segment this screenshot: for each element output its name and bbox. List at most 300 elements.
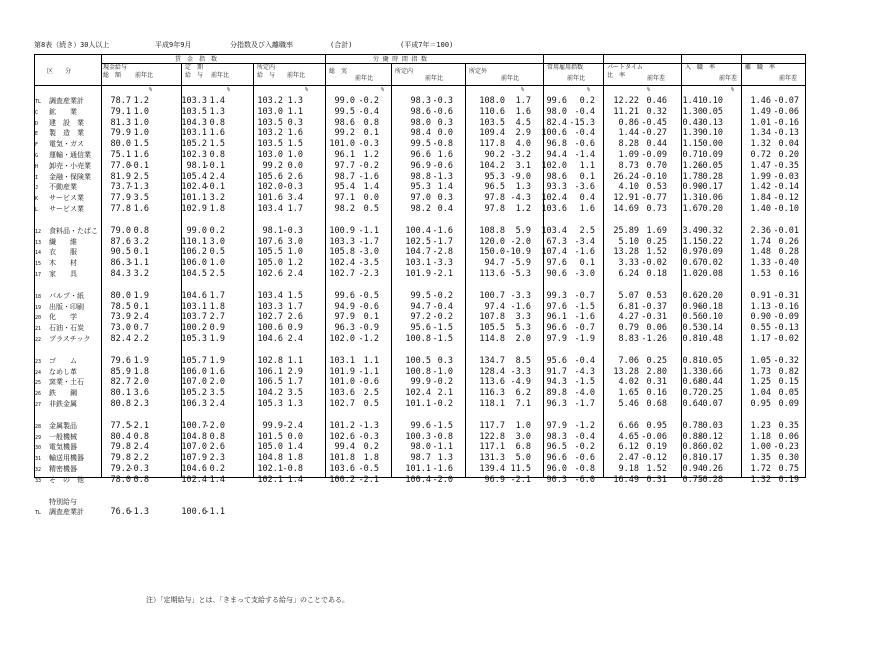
table-row — [35, 162, 805, 171]
table-cell: 2.47 — [618, 453, 639, 464]
table-cell: -10.9 — [505, 247, 531, 258]
table-cell: 103.3 — [257, 301, 283, 312]
table-cell: 0.75 — [778, 464, 799, 474]
row-label — [35, 194, 84, 204]
table-cell: 1.47 — [750, 160, 771, 171]
row-name: 不動産業 — [49, 183, 77, 192]
row-label — [35, 183, 77, 193]
table-cell: 0.68 — [646, 399, 667, 409]
table-cell: 0.8 — [363, 117, 379, 128]
group-employment: 常用雇用指数 — [547, 64, 584, 71]
table-cell: 101.0 — [329, 377, 355, 388]
table-cell: 1.74 — [750, 236, 771, 247]
table-cell: 0.10 — [702, 312, 723, 323]
table-cell: 97.7 — [334, 160, 355, 171]
table-cell: 1.17 — [750, 334, 771, 344]
row-label — [35, 162, 91, 172]
table-cell: -5.9 — [510, 258, 531, 269]
table-cell: 101.0 — [329, 139, 355, 150]
total-hours-header: 総 実 — [329, 68, 348, 75]
table-cell: -3.3 — [510, 290, 531, 301]
table-cell: 0.0 — [287, 431, 303, 442]
table-cell: 73.0 — [110, 323, 131, 334]
table-cell: 1.2 — [515, 204, 531, 214]
row-name: 卸売・小売業 — [49, 161, 91, 170]
table-cell: 107.8 — [479, 312, 505, 323]
table-cell: -0.09 — [773, 312, 799, 323]
table-cell: 110.1 — [181, 236, 207, 247]
table-cell: 2.6 — [287, 171, 303, 182]
table-cell: -2.0 — [204, 420, 225, 431]
table-cell: 0.55 — [750, 323, 771, 334]
table-cell: -1.6 — [358, 171, 379, 182]
table-cell: -0.3 — [358, 431, 379, 442]
table-cell: 96.5 — [484, 182, 505, 193]
table-cell: 97.6 — [546, 258, 567, 269]
table-cell: 0.96 — [682, 301, 703, 312]
table-cell: -0.45 — [641, 117, 667, 128]
table-cell: -4.0 — [574, 388, 595, 399]
table-cell: -0.20 — [697, 290, 723, 301]
table-cell: -0.13 — [773, 323, 799, 334]
table-cell: 105.6 — [257, 171, 283, 182]
table-cell: -0.16 — [773, 117, 799, 128]
table-cell: -0.09 — [697, 247, 723, 258]
table-cell: 79.6 — [110, 355, 131, 366]
table-cell: 102.4 — [181, 182, 207, 193]
row-label — [35, 151, 91, 161]
table-row — [35, 183, 805, 192]
table-cell: 2.9 — [287, 366, 303, 377]
row-label — [35, 324, 84, 334]
table-cell: -0.2 — [358, 160, 379, 171]
table-cell: 0.62 — [682, 290, 703, 301]
table-cell: 107.9 — [181, 453, 207, 464]
table-row — [35, 357, 805, 366]
table-cell: -0.6 — [432, 160, 453, 171]
table-cell: -1.3 — [128, 507, 149, 518]
header-bottom-rule — [35, 85, 805, 86]
table-cell: 0.15 — [778, 377, 799, 388]
row-code: TL — [35, 510, 42, 517]
table-row — [35, 194, 805, 203]
table-cell: 82.4 — [546, 117, 567, 128]
table-cell: 101.1 — [405, 399, 431, 409]
table-cell: 2.7 — [209, 312, 225, 323]
table-cell: 2.3 — [133, 399, 149, 409]
table-cell: 97.2 — [410, 312, 431, 323]
table-cell: 99.3 — [546, 290, 567, 301]
table-cell: 104.2 — [479, 160, 505, 171]
row-label — [35, 433, 77, 443]
table-cell: 0.86 — [618, 117, 639, 128]
table-cell: 82.7 — [110, 377, 131, 388]
row-code: F — [35, 142, 39, 149]
table-cell: 0.0 — [287, 160, 303, 171]
table-cell: 116.3 — [479, 388, 505, 399]
table-cell: 101.1 — [405, 464, 431, 474]
table-cell: 0.56 — [682, 312, 703, 323]
table-cell: 79.8 — [110, 442, 131, 453]
table-cell: -1.3 — [128, 182, 149, 193]
table-cell: 105.5 — [479, 323, 505, 334]
table-cell: 82.4 — [110, 334, 131, 344]
table-cell: -0.6 — [358, 301, 379, 312]
table-cell: -0.37 — [641, 301, 667, 312]
table-cell: 107.6 — [257, 236, 283, 247]
table-cell: 1.49 — [750, 106, 771, 117]
table-cell: 1.01 — [750, 117, 771, 128]
table-cell: 1.8 — [209, 301, 225, 312]
row-name: 窯業・土石 — [49, 378, 84, 387]
row-code: H — [35, 163, 39, 170]
table-cell: -0.2 — [432, 290, 453, 301]
table-cell: 106.0 — [181, 258, 207, 269]
table-cell: 100.6 — [181, 507, 207, 518]
row-label — [35, 238, 77, 248]
table-cell: 113.6 — [479, 377, 505, 388]
table-row — [35, 313, 805, 322]
row-name: 電気・ガス — [49, 140, 84, 149]
table-cell: 81.3 — [110, 117, 131, 128]
table-cell: 102.8 — [257, 355, 283, 366]
row-label — [35, 422, 77, 432]
table-cell: 94.7 — [410, 301, 431, 312]
table-cell: 96.9 — [410, 160, 431, 171]
row-name: 木 材 — [49, 259, 77, 268]
row-label — [35, 248, 77, 258]
table-cell: 0.86 — [682, 442, 703, 453]
table-row — [35, 248, 805, 257]
row-label — [35, 205, 84, 215]
table-cell: 103.6 — [329, 388, 355, 399]
table-cell: -0.48 — [697, 334, 723, 344]
table-cell: 0.1 — [133, 247, 149, 258]
table-cell: 105.5 — [257, 247, 283, 258]
table-cell: 1.33 — [750, 258, 771, 269]
table-row — [35, 454, 805, 463]
row-code: 26 — [35, 391, 42, 398]
table-cell: 1.05 — [750, 355, 771, 366]
table-cell: 105.8 — [329, 247, 355, 258]
table-cell: 1.4 — [363, 182, 379, 193]
table-cell: 98.3 — [410, 96, 431, 106]
table-cell: 1.6 — [209, 128, 225, 139]
table-row — [35, 324, 805, 333]
table-cell: -6.0 — [574, 474, 595, 485]
table-cell: -0.10 — [773, 204, 799, 214]
table-cell: 105.0 — [257, 258, 283, 269]
table-cell: 104.6 — [257, 334, 283, 344]
table-cell: -0.07 — [773, 96, 799, 106]
table-cell: 90.2 — [484, 150, 505, 160]
table-cell: 0.05 — [702, 106, 723, 117]
table-cell: 0.8 — [209, 150, 225, 160]
table-cell: 99.6 — [410, 420, 431, 431]
table-cell: -0.40 — [773, 258, 799, 269]
table-cell: 103.2 — [257, 128, 283, 139]
table-cell: 100.4 — [405, 474, 431, 485]
table-cell: -0.3 — [128, 464, 149, 474]
table-cell: -0.13 — [773, 128, 799, 139]
table-cell: 96.3 — [334, 323, 355, 334]
table-cell: 0.44 — [646, 139, 667, 150]
table-cell: 3.5 — [287, 388, 303, 399]
table-cell: 98.4 — [410, 128, 431, 139]
table-cell: -0.3 — [282, 182, 303, 193]
row-label — [35, 173, 91, 183]
row-name: 金属製品 — [49, 421, 77, 430]
table-cell: -1.2 — [358, 334, 379, 344]
table-row — [35, 433, 805, 442]
table-cell: 79.8 — [110, 453, 131, 464]
table-cell: 0.26 — [702, 464, 723, 474]
table-cell: 1.5 — [287, 139, 303, 150]
table-cell: 0.81 — [682, 334, 703, 344]
table-cell: 2.36 — [750, 225, 771, 236]
table-cell: -0.5 — [358, 464, 379, 474]
unit-pct: % — [521, 87, 525, 93]
table-cell: 2.6 — [209, 442, 225, 453]
table-cell: 81.9 — [110, 171, 131, 182]
table-cell: 2.5 — [209, 269, 225, 279]
row-name: ゴ ム — [49, 356, 77, 365]
table-cell: 1.6 — [209, 366, 225, 377]
row-name: 運輸・通信業 — [49, 151, 91, 159]
row-label — [35, 292, 84, 302]
row-label — [35, 140, 84, 150]
table-cell: 106.0 — [181, 366, 207, 377]
table-cell: 0.67 — [682, 258, 703, 269]
table-cell: 3.5 — [209, 388, 225, 399]
table-cell: 95.4 — [334, 182, 355, 193]
row-code: 25 — [35, 380, 42, 387]
row-code: 13 — [35, 239, 42, 246]
table-cell: 94.3 — [546, 377, 567, 388]
table-cell: 104.8 — [257, 453, 283, 464]
scheduled-yoy-header: 前年比 — [287, 72, 306, 79]
table-cell: 94.7 — [484, 258, 505, 269]
table-cell: 0.95 — [750, 399, 771, 409]
table-cell: -9.0 — [510, 171, 531, 182]
table-cell: 102.4 — [405, 388, 431, 399]
row-code: 18 — [35, 293, 42, 300]
table-cell: -1.6 — [574, 247, 595, 258]
table-cell: 0.8 — [133, 474, 149, 485]
table-cell: 99.6 — [546, 96, 567, 106]
row-label — [35, 270, 77, 280]
table-cell: 102.5 — [405, 236, 431, 247]
table-cell: 128.4 — [479, 366, 505, 377]
table-cell: 139.4 — [479, 464, 505, 474]
table-cell: -0.6 — [574, 453, 595, 464]
table-cell: 104.6 — [181, 290, 207, 301]
table-cell: 103.5 — [479, 117, 505, 128]
table-row — [35, 292, 805, 301]
table-cell: -0.18 — [697, 301, 723, 312]
table-cell: 1.6 — [133, 204, 149, 214]
table-cell: -0.2 — [432, 312, 453, 323]
table-cell: 0.2 — [209, 225, 225, 236]
table-cell: -0.7 — [574, 290, 595, 301]
table-cell: 0.3 — [287, 117, 303, 128]
table-cell: 3.2 — [133, 236, 149, 247]
table-row — [35, 465, 805, 474]
table-cell: 0.5 — [363, 399, 379, 409]
subject-label: 分指数及び入離職率 — [230, 41, 293, 49]
table-cell: 1.67 — [682, 204, 703, 214]
table-cell: 4.02 — [618, 377, 639, 388]
table-cell: 13.28 — [613, 247, 639, 258]
table-cell: -0.03 — [773, 171, 799, 182]
table-row — [35, 97, 805, 106]
table-cell: 120.0 — [479, 236, 505, 247]
table-cell: 104.8 — [181, 431, 207, 442]
row-label — [35, 389, 77, 399]
table-cell: 4.65 — [618, 431, 639, 442]
table-cell: -1.0 — [432, 366, 453, 377]
table-cell: 1.46 — [750, 96, 771, 106]
table-cell: 101.8 — [329, 453, 355, 464]
row-name: 出版・印刷 — [49, 302, 84, 311]
table-row — [35, 422, 805, 431]
table-cell: 1.26 — [682, 160, 703, 171]
row-code: 28 — [35, 423, 42, 430]
table-cell: 1.4 — [209, 96, 225, 106]
emp-yoy-header: 前年比 — [567, 75, 586, 82]
table-cell: 103.4 — [541, 225, 567, 236]
table-cell: 85.9 — [110, 366, 131, 377]
table-cell: 103.5 — [181, 106, 207, 117]
row-label — [35, 97, 84, 107]
table-cell: 1.3 — [287, 399, 303, 409]
table-cell: 98.2 — [334, 204, 355, 214]
row-code: 15 — [35, 261, 42, 268]
table-cell: 89.8 — [546, 388, 567, 399]
row-label — [35, 378, 84, 388]
table-cell: 1.3 — [437, 453, 453, 464]
table-cell: 1.3 — [209, 106, 225, 117]
table-cell: -0.02 — [641, 258, 667, 269]
table-row — [35, 129, 805, 138]
row-code: 23 — [35, 358, 42, 365]
table-cell: 1.4 — [437, 182, 453, 193]
table-cell: 1.32 — [750, 474, 771, 485]
table-cell: -4.3 — [510, 193, 531, 204]
row-name: 食料品・たばこ — [49, 226, 98, 235]
table-cell: 1.0 — [287, 247, 303, 258]
table-cell: -0.14 — [773, 182, 799, 193]
table-cell: 0.78 — [682, 420, 703, 431]
row-code: 27 — [35, 402, 42, 408]
table-cell: -0.31 — [773, 290, 799, 301]
table-cell: 1.30 — [682, 106, 703, 117]
table-cell: 99.0 — [334, 96, 355, 106]
table-cell: 1.04 — [750, 388, 771, 399]
table-cell: 1.4 — [287, 442, 303, 453]
table-cell: 1.69 — [646, 225, 667, 236]
row-name: 繊 維 — [49, 237, 77, 246]
table-cell: -0.5 — [358, 290, 379, 301]
table-cell: 103.3 — [329, 236, 355, 247]
table-cell: 7.06 — [618, 355, 639, 366]
row-name: 鉱 業 — [49, 107, 77, 116]
table-cell: 104.6 — [181, 464, 207, 474]
table-cell: -0.12 — [697, 431, 723, 442]
row-code: 30 — [35, 445, 42, 452]
table-cell: 0.82 — [778, 366, 799, 377]
table-cell: 104.2 — [257, 388, 283, 399]
table-cell: 80.0 — [110, 290, 131, 301]
table-cell: 99.2 — [262, 160, 283, 171]
table-cell: -0.6 — [574, 139, 595, 150]
table-cell: 0.9 — [209, 323, 225, 334]
table-cell: 8.5 — [515, 355, 531, 366]
table-cell: 1.00 — [750, 442, 771, 453]
row-label — [35, 476, 84, 486]
unit-pct: % — [647, 87, 651, 93]
table-cell: 100.6 — [257, 323, 283, 334]
table-cell: 67.3 — [546, 236, 567, 247]
table-cell: -5.3 — [510, 269, 531, 279]
table-cell: 1.73 — [750, 366, 771, 377]
table-cell: 0.88 — [682, 431, 703, 442]
table-row — [35, 368, 805, 377]
table-cell: 102.0 — [329, 334, 355, 344]
table-cell: -0.2 — [574, 442, 595, 453]
table-cell: 96.9 — [484, 474, 505, 485]
table-cell: 0.75 — [682, 474, 703, 485]
table-cell: 0.9 — [287, 323, 303, 334]
table-cell: 99.9 — [410, 377, 431, 388]
table-cell: 0.71 — [682, 150, 703, 160]
part-ratio-header: 比 率 — [607, 72, 626, 79]
sep-diff-header: 前年差 — [779, 75, 798, 82]
table-cell: 3.3 — [515, 312, 531, 323]
table-cell: -1.5 — [432, 420, 453, 431]
table-cell: 106.2 — [181, 247, 207, 258]
table-cell: 79.0 — [110, 225, 131, 236]
table-cell: 1.65 — [618, 388, 639, 399]
row-code: K — [35, 196, 39, 203]
table-cell: -0.4 — [358, 106, 379, 117]
table-row — [35, 400, 805, 409]
table-cell: 103.1 — [181, 301, 207, 312]
table-cell: -1.5 — [432, 334, 453, 344]
table-cell: 101.9 — [405, 269, 431, 279]
table-cell: 99.2 — [334, 128, 355, 139]
table-cell: 101.5 — [257, 431, 283, 442]
table-cell: 113.6 — [479, 269, 505, 279]
table-cell: 1.23 — [750, 420, 771, 431]
table-cell: 100.2 — [329, 474, 355, 485]
table-cell: -1.7 — [358, 236, 379, 247]
table-cell: 103.2 — [257, 96, 283, 106]
table-cell: 1.31 — [682, 193, 703, 204]
table-cell: 1.0 — [209, 258, 225, 269]
table-cell: 1.41 — [682, 96, 703, 106]
table-cell: 0.2 — [363, 442, 379, 453]
table-cell: 12.22 — [613, 96, 639, 106]
table-cell: 2.0 — [515, 334, 531, 344]
table-cell: 97.8 — [484, 204, 505, 214]
table-cell: 77.5 — [110, 420, 131, 431]
table-cell: 8.28 — [618, 139, 639, 150]
table-cell: 95.6 — [546, 355, 567, 366]
table-cell: 5.3 — [515, 323, 531, 334]
table-row — [35, 205, 805, 214]
table-cell: 3.1 — [515, 160, 531, 171]
